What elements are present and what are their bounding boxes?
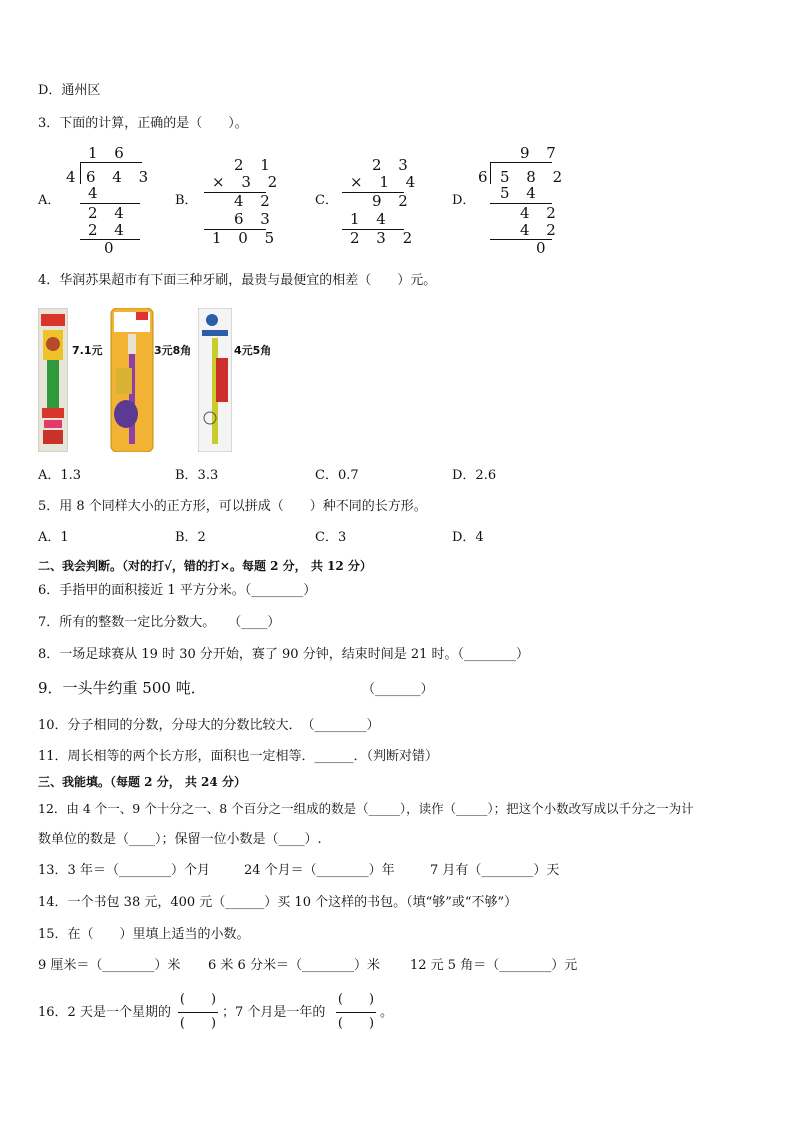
q16-fraction-2 <box>334 991 378 1035</box>
q4-option-d: D．2.6 <box>452 468 497 483</box>
q3-calc-b <box>200 156 284 247</box>
q4-stem: 4．华润苏果超市有下面三种牙刷，最贵与最便宜的相差（ ）元。 <box>38 273 437 288</box>
q12-line1: 12．由 4 个一、9 个十分之一、8 个百分之一组成的数是（_____），读作（_____）；把这个小数改写成以千分之一为计 <box>38 801 694 816</box>
calc-d-dividend: 5 8 2 <box>500 168 569 186</box>
q3-label-b: B． <box>175 193 198 208</box>
calc-b-p1: 4 2 <box>234 192 276 210</box>
q15-part2: 6 米 6 分米＝（________）米 <box>208 958 380 973</box>
calc-b-m1: 2 1 <box>234 156 276 174</box>
section-3-heading: 三、我能填。（每题 2 分， 共 24 分） <box>38 775 246 789</box>
q16-fraction-1 <box>176 991 220 1035</box>
q7-text: 7．所有的整数一定比分数大。 （____） <box>38 615 281 630</box>
q5-option-d: D．4 <box>452 530 484 545</box>
q15-part3: 12 元 5 角＝（________）元 <box>410 958 578 973</box>
toothbrush-3-price: 4元5角 <box>234 344 272 357</box>
q13-part2: 24 个月＝（________）年 <box>244 863 395 878</box>
calc-a-sub2: 2 4 <box>88 221 130 239</box>
calc-c-m2: × 1 4 <box>350 173 422 191</box>
calc-c-p1: 9 2 <box>372 192 414 210</box>
q11-text: 11．周长相等的两个长方形，面积也一定相等．______．（判断对错） <box>38 749 439 764</box>
calc-a-dividend: 6 4 3 <box>86 168 155 186</box>
q5-stem: 5．用 8 个同样大小的正方形，可以拼成（ ）种不同的长方形。 <box>38 499 427 514</box>
calc-d-quotient: 9 7 <box>520 144 562 162</box>
q16-part3: 。 <box>380 1005 394 1020</box>
q2-option-d: D．通州区 <box>38 83 101 98</box>
toothbrush-1-price: 7.1元 <box>72 344 103 357</box>
calc-a-quotient: 1 6 <box>88 144 130 162</box>
q12-line2: 数单位的数是（____）；保留一位小数是（____）. <box>38 832 322 847</box>
calc-c-p2: 1 4 <box>350 210 392 228</box>
q9-text: 9．一头牛约重 500 吨． <box>38 679 206 697</box>
q15-stem: 15．在（ ）里填上适当的小数。 <box>38 927 250 942</box>
toothbrush-2-price: 3元8角 <box>154 344 192 357</box>
toothbrush-2-image <box>110 308 154 452</box>
q6-text: 6．手指甲的面积接近 1 平方分米。（________） <box>38 583 317 598</box>
q3-label-d: D． <box>452 193 476 208</box>
calc-c-m1: 2 3 <box>372 156 414 174</box>
q16-frac2-numerator: ( ) <box>337 992 375 1007</box>
q3-calc-a <box>60 144 155 257</box>
q14-text: 14．一个书包 38 元，400 元（______）买 10 个这样的书包。（填“够”或“不够”） <box>38 895 518 910</box>
q13-part3: 7 月有（________）天 <box>430 863 560 878</box>
q5-option-a: A．1 <box>38 530 69 545</box>
calc-d-remainder: 0 <box>536 239 552 257</box>
q3-label-c: C． <box>315 193 338 208</box>
q16-part1: 16．2 天是一个星期的 <box>38 1005 171 1020</box>
q10-text: 10．分子相同的分数，分母大的分数比较大． （________） <box>38 718 380 733</box>
q3-calc-c <box>338 156 422 247</box>
toothbrush-3-image <box>198 308 232 452</box>
calc-b-p2: 6 3 <box>234 210 276 228</box>
q4-option-c: C．0.7 <box>315 468 359 483</box>
calc-b-m2: × 3 2 <box>212 173 284 191</box>
q13-part1: 13．3 年＝（________）个月 <box>38 863 210 878</box>
q16-frac1-denominator: ( ) <box>179 1016 217 1031</box>
calc-b-result: 1 0 5 <box>212 229 281 247</box>
calc-a-rem1: 2 4 <box>88 204 130 222</box>
q3-stem: 3．下面的计算，正确的是（ ）。 <box>38 116 248 131</box>
toothbrush-1-image <box>38 308 68 452</box>
q16-part2: ；7 个月是一年的 <box>222 1005 326 1020</box>
q8-text: 8．一场足球赛从 19 时 30 分开始，赛了 90 分钟，结束时间是 21 时。（________） <box>38 647 529 662</box>
q4-option-b: B．3.3 <box>175 468 219 483</box>
calc-d-sub2: 4 2 <box>520 221 562 239</box>
calc-a-sub1: 4 <box>88 184 104 202</box>
calc-d-rem1: 4 2 <box>520 204 562 222</box>
q5-option-b: B．2 <box>175 530 206 545</box>
calc-a-remainder: 0 <box>104 239 120 257</box>
calc-d-divisor: 6 <box>478 168 494 186</box>
calc-a-divisor: 4 <box>66 168 82 186</box>
q3-label-a: A． <box>38 193 61 208</box>
q5-option-c: C．3 <box>315 530 347 545</box>
q3-calc-d <box>474 144 569 257</box>
calc-d-sub1: 5 4 <box>500 184 542 202</box>
q4-option-a: A．1.3 <box>38 468 82 483</box>
q16-frac1-numerator: ( ) <box>179 992 217 1007</box>
calc-c-result: 2 3 2 <box>350 229 419 247</box>
q9-blank: （_______） <box>362 682 434 697</box>
section-2-heading: 二、我会判断。（对的打√，错的打×。每题 2 分， 共 12 分） <box>38 559 372 573</box>
q16-frac2-denominator: ( ) <box>337 1016 375 1031</box>
q15-part1: 9 厘米＝（________）米 <box>38 958 181 973</box>
